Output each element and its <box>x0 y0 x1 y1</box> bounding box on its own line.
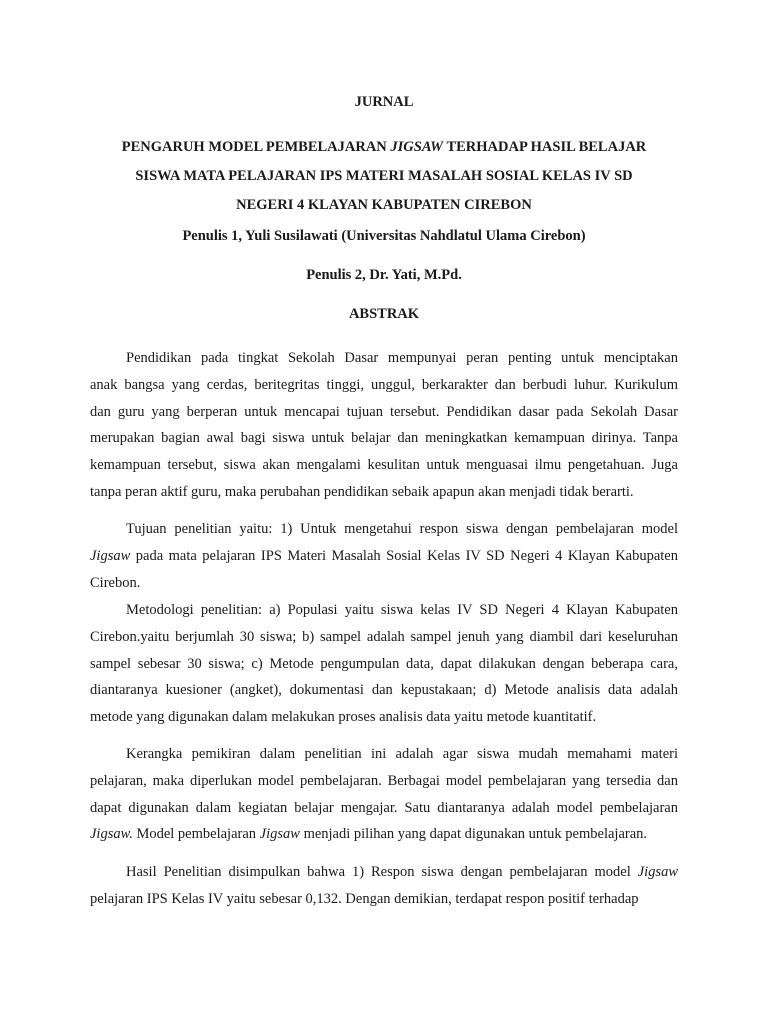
paragraph-line <box>90 741 678 768</box>
italic-term: Jigsaw <box>637 864 678 880</box>
abstract-paragraph <box>90 345 678 506</box>
text-run: anak bangsa yang cerdas, beritegritas tinggi, unggul, berkarakter dan berbudi luhur. Kurikulum <box>90 376 678 393</box>
text-run: menjadi pilihan yang dapat digunakan untuk pembelajaran. <box>299 826 648 843</box>
paragraph-line <box>90 624 678 651</box>
text-run: dan guru yang berperan untuk mencapai tujuan tersebut. Pendidikan dasar pada Sekolah Dasar <box>90 403 678 420</box>
paragraph-line <box>90 886 678 913</box>
text-run: diantaranya kuesioner (angket), dokumentasi dan kepustakaan; d) Metode analisis data adalah <box>90 682 678 699</box>
paragraph-line <box>90 479 678 506</box>
text-run: kemampuan tersebut, siswa akan mengalami kesulitan untuk menguasai ilmu pengetahuan. Juga <box>90 457 678 474</box>
title-line-3: NEGERI 4 KLAYAN KABUPATEN CIREBON <box>236 197 532 213</box>
text-run: dapat digunakan dalam kegiatan belajar mengajar. Satu diantaranya adalah model pembelajaran <box>90 799 678 816</box>
text-run: Cirebon. <box>90 574 141 591</box>
author-1: Penulis 1, Yuli Susilawati (Universitas Nahdlatul Ulama Cirebon) <box>182 228 586 244</box>
italic-term: Jigsaw <box>90 547 131 564</box>
paragraph-line <box>90 859 678 886</box>
text-run: Model pembelajaran <box>132 826 260 843</box>
text-run: metode yang digunakan dalam melakukan proses analisis data yaitu metode kuantitatif. <box>90 709 597 726</box>
paragraph-line <box>90 651 678 678</box>
paragraph-line <box>90 677 678 704</box>
title-line-2: SISWA MATA PELAJARAN IPS MATERI MASALAH SOSIAL KELAS IV SD <box>135 168 633 184</box>
text-run: tanpa peran aktif guru, maka perubahan pendidikan sebaik apapun akan menjadi tidak berarti. <box>90 483 634 500</box>
text-run: Cirebon.yaitu berjumlah 30 siswa; b) sampel adalah sampel jenuh yang diambil dari keseluruhan <box>90 628 678 645</box>
paragraph-line <box>90 452 678 479</box>
abstract-paragraph <box>90 516 678 596</box>
title-line-1: PENGARUH MODEL PEMBELAJARAN JIGSAW TERHADAP HASIL BELAJAR <box>121 139 647 155</box>
author-2: Penulis 2, Dr. Yati, M.Pd. <box>306 267 462 283</box>
journal-heading: JURNAL <box>354 94 414 110</box>
paragraph-line <box>90 768 678 795</box>
paragraph-line <box>90 597 678 624</box>
text-run: Tujuan penelitian yaitu: 1) Untuk mengetahui respon siswa dengan pembelajaran model <box>126 521 678 537</box>
paragraph-line <box>90 345 678 372</box>
abstract-paragraph <box>90 597 678 731</box>
paragraph-line <box>90 399 678 426</box>
abstract-paragraph <box>90 741 678 848</box>
text-run: pelajaran IPS Kelas IV yaitu sebesar 0,132. Dengan demikian, terdapat respon positif terhadap <box>90 890 639 907</box>
paragraph-line <box>90 704 678 731</box>
text-run: Metodologi penelitian: a) Populasi yaitu siswa kelas IV SD Negeri 4 Klayan Kabupaten <box>126 602 678 618</box>
text-run: pada mata pelajaran IPS Materi Masalah Sosial Kelas IV SD Negeri 4 Klayan Kabupaten <box>130 547 678 564</box>
paragraph-line <box>90 821 678 848</box>
italic-term: Jigsaw <box>259 826 300 843</box>
paragraph-line <box>90 372 678 399</box>
paragraph-line <box>90 795 678 822</box>
abstract-heading: ABSTRAK <box>348 306 420 322</box>
text-run: sampel sebesar 30 siswa; c) Metode pengumpulan data, dapat dilakukan dengan beberapa cara, <box>90 655 678 672</box>
paragraph-line <box>90 543 678 570</box>
text-run: Kerangka pemikiran dalam penelitian ini adalah agar siswa mudah memahami materi <box>126 746 678 762</box>
paragraph-line <box>90 570 678 597</box>
text-run: Hasil Penelitian disimpulkan bahwa 1) Respon siswa dengan pembelajaran model <box>126 864 638 880</box>
italic-term: Jigsaw. <box>90 826 133 843</box>
text-run: merupakan bagian awal bagi siswa untuk belajar dan meningkatkan kemampuan dirinya. Tanpa <box>90 430 678 447</box>
paper-title <box>0 133 768 220</box>
paragraph-line <box>90 516 678 543</box>
text-run: Pendidikan pada tingkat Sekolah Dasar mempunyai peran penting untuk menciptakan <box>126 350 678 366</box>
text-run: pelajaran, maka diperlukan model pembelajaran. Berbagai model pembelajaran yang tersedia dan <box>90 772 678 789</box>
paragraph-line <box>90 425 678 452</box>
abstract-paragraph <box>90 859 678 913</box>
